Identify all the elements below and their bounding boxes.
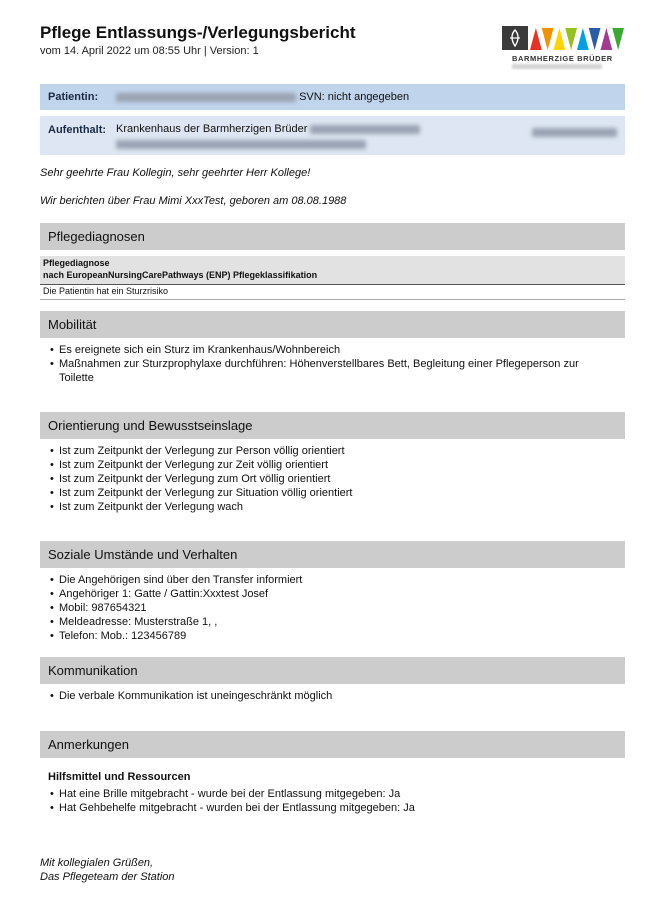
redacted-patient-name	[116, 93, 296, 102]
patient-svn: SVN: nicht angegeben	[299, 91, 410, 103]
list-item: • Angehöriger 1: Gatte / Gattin:Xxxtest Josef	[50, 587, 302, 601]
list-item: • Telefon: Mob.: 123456789	[50, 629, 302, 643]
section-orientierung	[40, 412, 625, 439]
list-item: • Ist zum Zeitpunkt der Verlegung wach	[50, 500, 352, 514]
redacted-hospital-address	[310, 125, 420, 134]
logo-wordmark: BARMHERZIGE BRÜDER	[512, 54, 613, 63]
list-item: • Die verbale Kommunikation ist uneingeschränkt möglich	[50, 689, 332, 703]
logo-emblem-icon	[502, 26, 528, 50]
report-subtitle: vom 14. April 2022 um 08:55 Uhr | Version: 1	[40, 45, 259, 57]
list-item: • Hat Gehbehelfe mitgebracht - wurden bei der Entlassung mitgegeben: Ja	[50, 801, 415, 815]
section-title: Anmerkungen	[48, 737, 129, 752]
closing-line1: Mit kollegialen Grüßen,	[40, 857, 154, 869]
logo-bar	[589, 28, 601, 50]
barmherzige-brueder-logo	[502, 26, 624, 72]
diagnosis-table-header	[40, 256, 625, 285]
section-title: Soziale Umstände und Verhalten	[48, 547, 238, 562]
list-item-text-cont: Toilette	[59, 372, 94, 384]
logo-bar	[565, 28, 577, 50]
patient-value	[116, 91, 409, 103]
diagnosis-header-line2: nach EuropeanNursingCarePathways (ENP) Pflegeklassifikation	[43, 270, 318, 280]
section-title: Kommunikation	[48, 663, 138, 678]
hospital-name: Krankenhaus der Barmherzigen Brüder	[116, 123, 308, 135]
redacted-stay-id	[532, 128, 617, 137]
list-item: • Mobil: 987654321	[50, 601, 302, 615]
redacted-stay-details	[116, 140, 366, 149]
stay-label: Aufenthalt:	[48, 124, 107, 136]
aids-list	[50, 787, 415, 815]
intro-text: Wir berichten über Frau Mimi XxxTest, geboren am 08.08.1988	[40, 195, 347, 207]
section-title: Pflegediagnosen	[48, 229, 145, 244]
stay-value	[116, 122, 420, 152]
greeting-text: Sehr geehrte Frau Kollegin, sehr geehrter Herr Kollege!	[40, 167, 311, 179]
section-anmerkungen	[40, 731, 625, 758]
communication-list	[50, 689, 332, 703]
section-mobilitaet	[40, 311, 625, 338]
logo-subtext-redacted	[512, 64, 602, 69]
list-item: • Hat eine Brille mitgebracht - wurde bei der Entlassung mitgegeben: Ja	[50, 787, 415, 801]
logo-bar	[601, 28, 613, 50]
section-soziales	[40, 541, 625, 568]
diagnosis-table	[40, 256, 625, 300]
logo-color-bars	[530, 26, 624, 50]
section-title: Mobilität	[48, 317, 97, 332]
section-pflegediagnosen	[40, 223, 625, 250]
logo-bar	[554, 28, 566, 50]
closing-line2: Das Pflegeteam der Station	[40, 871, 175, 883]
list-item: • Meldeadresse: Musterstraße 1, ,	[50, 615, 302, 629]
list-item: • Ist zum Zeitpunkt der Verlegung zur Situation völlig orientiert	[50, 486, 352, 500]
orientation-list	[50, 444, 352, 514]
list-item	[50, 357, 579, 385]
list-item: • Es ereignete sich ein Sturz im Krankenhaus/Wohnbereich	[50, 343, 579, 357]
list-item: • Ist zum Zeitpunkt der Verlegung zum Ort völlig orientiert	[50, 472, 352, 486]
logo-bar	[530, 28, 542, 50]
section-kommunikation	[40, 657, 625, 684]
table-row: Die Patientin hat ein Sturzrisiko	[40, 285, 625, 300]
report-title: Pflege Entlassungs-/Verlegungsbericht	[40, 23, 356, 42]
logo-bar	[577, 28, 589, 50]
section-title: Orientierung und Bewusstseinslage	[48, 418, 253, 433]
list-item-text: Maßnahmen zur Sturzprophylaxe durchführen: Höhenverstellbares Bett, Begleitung einer Pflegeperson zur	[59, 358, 579, 370]
list-item: • Ist zum Zeitpunkt der Verlegung zur Person völlig orientiert	[50, 444, 352, 458]
diagnosis-header-line1: Pflegediagnose	[43, 258, 110, 268]
list-item: • Ist zum Zeitpunkt der Verlegung zur Zeit völlig orientiert	[50, 458, 352, 472]
stay-row	[40, 116, 625, 155]
logo-bar	[542, 28, 554, 50]
logo-bar	[612, 28, 624, 50]
patient-row	[40, 84, 625, 110]
patient-label: Patientin:	[48, 91, 99, 103]
social-list	[50, 573, 302, 643]
list-item: • Die Angehörigen sind über den Transfer informiert	[50, 573, 302, 587]
aids-subheading: Hilfsmittel und Ressourcen	[48, 771, 191, 783]
mobility-list	[50, 343, 579, 385]
